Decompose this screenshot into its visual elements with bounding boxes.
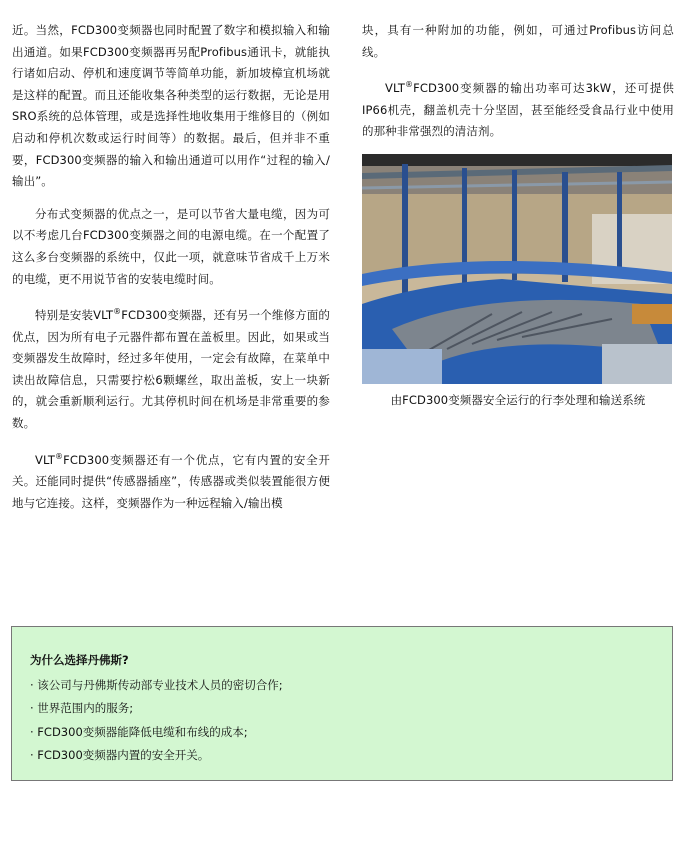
paragraph-profibus: 块，具有一种附加的功能，例如，可通过Profibus访问总线。 (362, 23, 674, 59)
photo-caption: 由FCD300变频器安全运行的行李处理和输送系统 (390, 392, 646, 407)
baggage-conveyor-photo (362, 154, 672, 384)
paragraph-cable-savings: 分布式变频器的优点之一，是可以节省大量电缆，因为可以不考虑几台FCD300变频器之间的电源电缆。在一个配置了这么多台变频器的系统中，仅此一项，就意味节省成千上万米的电缆，更不用说节省的安装电缆时间。 (12, 206, 330, 286)
list-item: · FCD300变频器能降低电缆和布线的成本; (30, 724, 248, 739)
list-item: · 世界范围内的服务; (30, 701, 134, 715)
right-column (362, 20, 674, 411)
paragraph-maintenance: 特别是安装VLT®FCD300变频器，还有另一个维修方面的优点，因为所有电子元器件都布置在盖板里。因此，如果或当变频器发生故障时，经过多年使用，一定会有故障，在菜单中读出故障信息，只需要拧松6颗螺丝，取出盖板，安上一块新的，就会重新顺利运行。尤其停机时间在机场是非常重要的参数。 (12, 307, 331, 430)
info-box-list (30, 674, 672, 768)
why-danfoss-box (11, 626, 673, 781)
list-item: · FCD300变频器内置的安全开关。 (30, 748, 210, 762)
list-item: · 该公司与丹佛斯传动部专业技术人员的密切合作; (30, 677, 283, 692)
paragraph-io-channels: 近。当然，FCD300变频器也同时配置了数字和模拟输入和输出通道。如果FCD300变频器再另配Profibus通讯卡，就能执行诸如启动、停机和速度调节等简单功能，新加坡樟宜机场就是这样的配置。而且还能收集各种类型的运行数据，无论是用SRO系统的总体管理，或是选择性地收集用于维修目的（例如启动和停机次数或运行时间等）的数据。最后，但并非不重要，FCD300变频器的输入和输出通道可以用作“过程的输入/输出”。 (12, 23, 330, 189)
info-box-title: 为什么选择丹佛斯? (30, 653, 129, 667)
left-column (12, 20, 330, 525)
paragraph-ip66: VLT®FCD300变频器的输出功率可达3kW，还可提供IP66机壳，翻盖机壳十分坚固，甚至能经受食品行业中使用的那种非常强烈的清洁剂。 (362, 80, 674, 139)
paragraph-safety-switch: VLT®FCD300变频器还有一个优点，它有内置的安全开关。还能同时提供“传感器插座”，传感器或类似装置能很方便地与它连接。这样，变频器作为一种远程输入/输出模 (12, 451, 330, 510)
